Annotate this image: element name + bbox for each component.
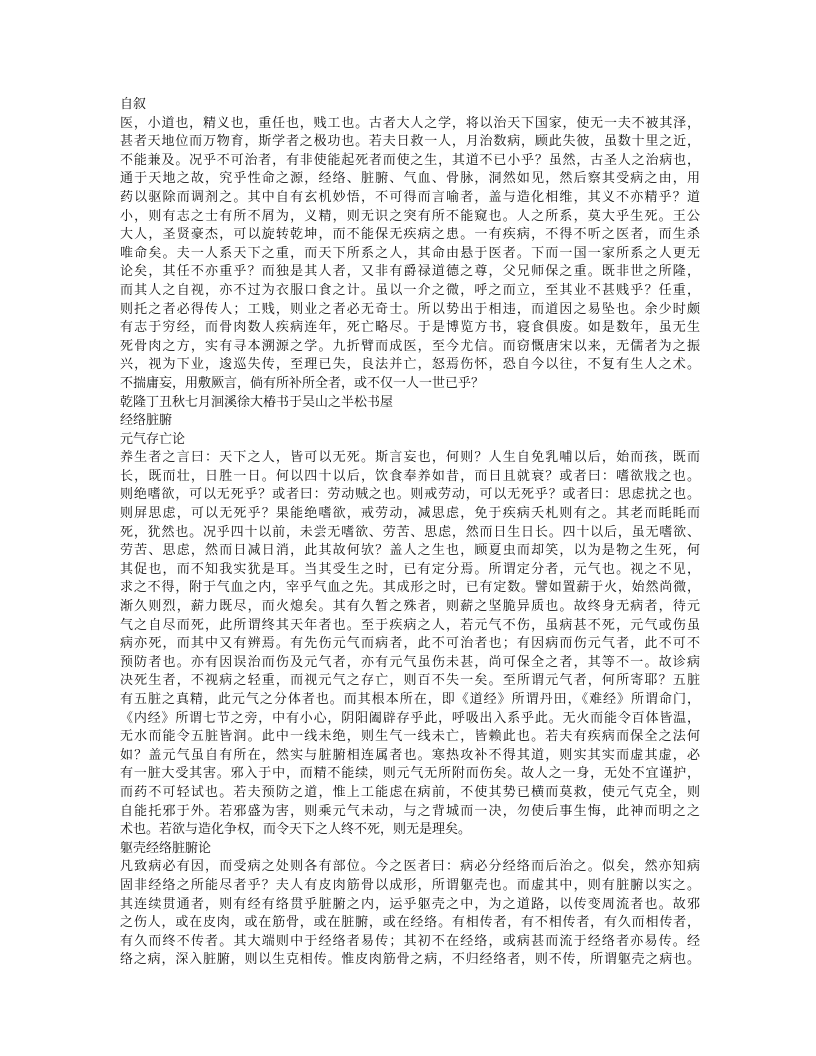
chapter-title: 经络脏腑 (120, 413, 173, 429)
text-line: 其连续贯通者，则有经有络贯乎脏腑之内，运乎躯壳之中，为之道路，以传变周流者也。故邪 (120, 896, 700, 912)
text-line: 药以驱除而调剂之。其中自有玄机妙悟，不可得而言喻者，盖与造化相维，其义不亦精乎？道 (120, 189, 700, 205)
text-line: 则屏思虑，可以无死乎？果能绝嗜欲，戒劳动，减思虑，免于疾病夭札则有之。其老而眊眊而 (120, 506, 700, 522)
text-line: 而药不可轻试也。若夫预防之道，惟上工能虑在病前，不使其势已横而莫救，使元气克全，则 (120, 784, 700, 800)
text-line: 求之不得，附于气血之内，宰乎气血之先。其成形之时，已有定数。譬如置薪于火，始然尚微， (120, 580, 700, 596)
text-line: 劳苦、思虑，然而日减日消，此其故何欤？盖人之生也，顾夏虫而却笑，以为是物之生死，何 (120, 543, 700, 559)
text-line: 死，犹然也。况乎四十以前，未尝无嗜欲、劳苦、思虑，然而日生日长。四十以后，虽无嗜欲、 (120, 524, 700, 540)
text-line: 而其人之自视，亦不过为衣服口食之计。虽以一介之微，呼之而立，至其业不甚贱乎？任重， (120, 282, 700, 298)
text-line: 不揣庸妄，用敷厥言，倘有所补所全者，或不仅一人一世已乎？ (120, 375, 485, 391)
section-body-quke (120, 858, 700, 970)
text-line: 气之自尽而死，此所谓终其天年者也。至于疾病之人，若元气不伤，虽病甚不死，元气或伤虽 (120, 617, 700, 633)
text-line: 小，则有志之士有所不屑为，义精，则无识之突有所不能窥也。人之所系，莫大乎生死。王公 (120, 208, 700, 224)
text-line: 大人，圣贤豪杰，可以旋转乾坤，而不能保无疾病之患。一有疾病，不得不听之医者，而生杀 (120, 227, 700, 243)
preface-body (120, 115, 700, 394)
text-line: 《内经》所谓七节之旁，中有小心，阴阳阖辟存乎此，呼吸出入系乎此。无火而能令百体皆温， (120, 710, 700, 726)
text-line: 无水而能令五脏皆润。此中一线未绝，则生气一线未亡，皆赖此也。若夫有疾病而保全之法何 (120, 729, 700, 745)
text-line: 术也。若欲与造化争权，而令天下之人终不死，则无是理矣。 (120, 822, 472, 838)
text-line: 络之病，深入脏腑，则以生克相传。惟皮肉筋骨之病，不归经络者，则不传，所谓躯壳之病也。 (120, 952, 700, 968)
preface-title: 自叙 (120, 97, 147, 112)
preface-signature: 乾隆丁丑秋七月洄溪徐大椿书于吴山之半松书屋 (120, 394, 394, 410)
text-line: 长，既而壮，日胜一日。何以四十以后，饮食奉养如昔，而日且就衰？或者曰：嗜欲戕之也。 (120, 468, 700, 484)
text-line: 通于天地之故，究乎性命之源，经络、脏腑、气血、骨脉，洞然如见，然后察其受病之由，用 (120, 171, 700, 187)
text-line: 则托之者必得传人；工贱，则业之者必无奇士。所以势出于相违，而道因之易坠也。余少时颇 (120, 301, 700, 317)
text-line: 凡致病必有因，而受病之处则各有部位。今之医者曰：病必分经络而后治之。似矣，然亦知病 (120, 859, 700, 875)
text-line: 其促也，而不知我实犹是耳。当其受生之时，已有定分焉。所谓定分者，元气也。视之不见， (120, 561, 700, 577)
section-title-yuanqi: 元气存亡论 (120, 431, 186, 447)
text-line: 如？盖元气虽自有所在，然实与脏腑相连属者也。寒热攻补不得其道，则实其实而虚其虚，必 (120, 747, 700, 763)
text-line: 养生者之言曰：天下之人，皆可以无死。斯言妄也，何则？人生自免乳哺以后，始而孩，既而 (120, 450, 700, 466)
text-line: 决死生者，不视病之轻重，而视元气之存亡，则百不失一矣。至所谓元气者，何所寄耶？五脏 (120, 673, 700, 689)
section-title-quke: 躯壳经络脏腑论 (120, 840, 212, 856)
section-body-yuanqi (120, 449, 700, 839)
text-line: 之伤人，或在皮肉，或在筋骨，或在脏腑，或在经络。有相传者，有不相传者，有久而相传者， (120, 915, 700, 931)
text-line: 预防者也。亦有因误治而伤及元气者，亦有元气虽伤未甚，尚可保全之者，其等不一。故诊病 (120, 654, 700, 670)
text-line: 有久而终不传者。其大端则中于经络者易传；其初不在经络，或病甚而流于经络者亦易传。经 (120, 933, 700, 949)
text-line: 死骨肉之方，实有寻本溯源之学。九折臂而成医，至今尤信。而窃慨唐宋以来，无儒者为之振 (120, 338, 700, 354)
text-line: 甚者天地位而万物育，斯学者之极功也。若夫日救一人，月治数病，顾此失彼，虽数十里之近， (120, 134, 700, 150)
document-page (120, 96, 700, 970)
text-line: 病亦死，而其中又有辨焉。有先伤元气而病者，此不可治者也；有因病而伤元气者，此不可不 (120, 636, 700, 652)
text-line: 渐久则烈，薪力既尽，而火熄矣。其有久暂之殊者，则薪之坚脆异质也。故终身无病者，待元 (120, 599, 700, 615)
text-line: 自能托邪于外。若邪盛为害，则乘元气未动，与之背城而一决，勿使后事生悔，此神而明之之 (120, 803, 700, 819)
text-line: 不能兼及。况乎不可治者，有非使能起死者而使之生，其道不已小乎？虽然，古圣人之治病也， (120, 152, 700, 168)
text-line: 则绝嗜欲，可以无死乎？或者曰：劳动贼之也。则戒劳动，可以无死乎？或者曰：思虑扰之也。 (120, 487, 700, 503)
text-line: 兴，视为下业，逡巡失传，至理已失，良法并亡，怒焉伤怀，恐自今以往，不复有生人之术。 (120, 357, 700, 373)
text-line: 有一脏大受其害。邪入于中，而精不能续，则元气无所附而伤矣。故人之一身，无处不宜谨护， (120, 766, 700, 782)
text-line: 医，小道也，精义也，重任也，贱工也。古者大人之学，将以治天下国家，使无一夫不被其泽， (120, 115, 700, 131)
text-line: 有五脏之真精，此元气之分体者也。而其根本所在，即《道经》所谓丹田，《难经》所谓命门， (120, 692, 700, 707)
text-line: 论矣，其任不亦重乎？而独是其人者，又非有爵禄道德之尊，父兄师保之重。既非世之所隆， (120, 264, 700, 280)
text-line: 固非经络之所能尽者乎？夫人有皮肉筋骨以成形，所谓躯壳也。而虚其中，则有脏腑以实之。 (120, 877, 700, 893)
text-line: 有志于穷经，而骨肉数人疾病连年，死亡略尽。于是博览方书，寝食俱废。如是数年，虽无生 (120, 320, 700, 336)
text-line: 唯命矣。夫一人系天下之重，而天下所系之人，其命由悬于医者。下而一国一家所系之人更无 (120, 245, 700, 261)
